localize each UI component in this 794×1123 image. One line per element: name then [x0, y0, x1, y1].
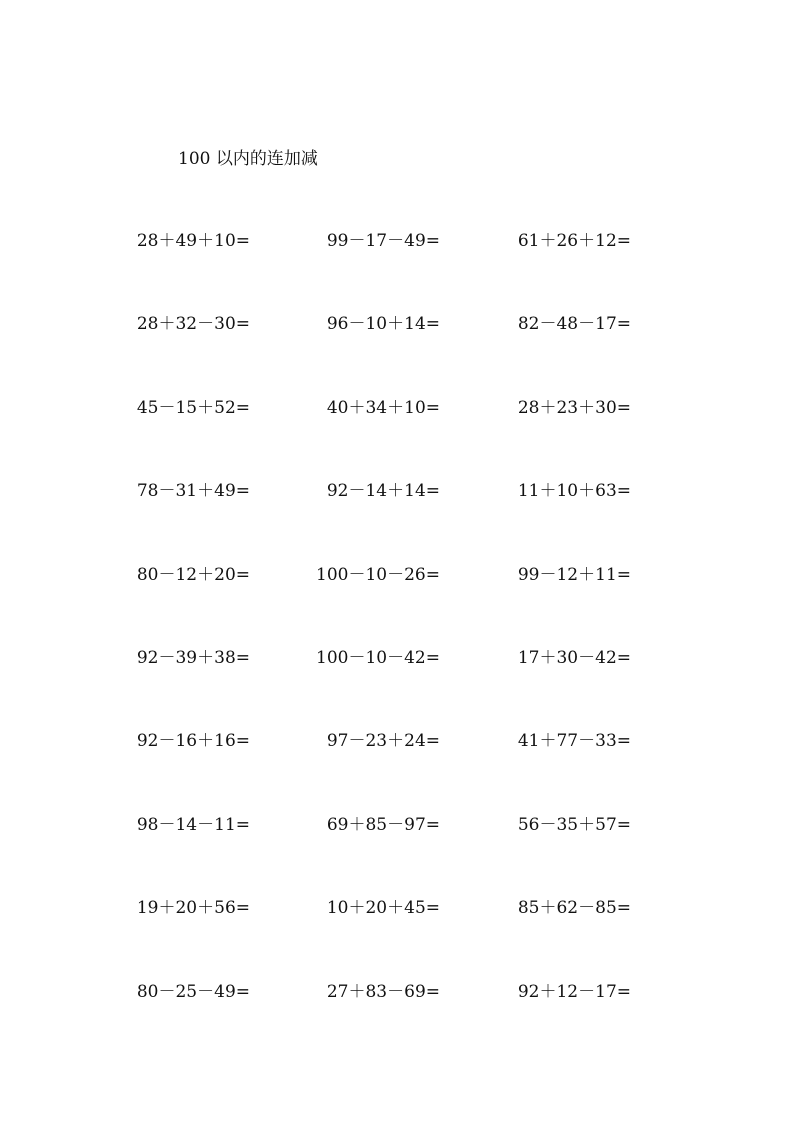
problem-item: 41＋77－33= [517, 731, 631, 752]
problem-item: 28＋32－30= [136, 314, 250, 335]
problem-row [0, 896, 794, 979]
problem-row [0, 396, 794, 479]
problem-item: 11＋10＋63= [517, 481, 631, 502]
problem-row [0, 980, 794, 1063]
page-title: 100 以内的连加减 [178, 149, 318, 169]
problem-item: 19＋20＋56= [136, 898, 250, 919]
problem-item: 97－23＋24= [326, 731, 440, 752]
problem-row [0, 729, 794, 812]
problem-item: 69＋85－97= [326, 814, 440, 835]
problem-item: 80－25－49= [136, 981, 250, 1002]
problem-item: 78－31＋49= [136, 481, 250, 502]
problem-item: 100－10－26= [316, 564, 440, 585]
problem-item: 92－39＋38= [136, 647, 250, 668]
problem-grid [0, 229, 794, 1063]
problem-item: 10＋20＋45= [326, 898, 440, 919]
problem-item: 27＋83－69= [326, 981, 440, 1002]
problem-item: 85＋62－85= [517, 898, 631, 919]
problem-item: 96－10＋14= [326, 314, 440, 335]
problem-item: 92－16＋16= [136, 731, 250, 752]
problem-item: 40＋34＋10= [326, 397, 440, 418]
problem-row [0, 813, 794, 896]
problem-row [0, 563, 794, 646]
problem-item: 99－12＋11= [517, 564, 631, 585]
problem-item: 17＋30－42= [517, 647, 631, 668]
problem-item: 61＋26＋12= [517, 231, 631, 251]
problem-item: 100－10－42= [316, 647, 440, 668]
problem-item: 92－14＋14= [326, 481, 440, 502]
problem-item: 99－17－49= [326, 231, 440, 251]
problem-row [0, 312, 794, 395]
problem-item: 82－48－17= [517, 314, 631, 335]
problem-item: 28＋23＋30= [517, 397, 631, 418]
problem-item: 80－12＋20= [136, 564, 250, 585]
problem-item: 28＋49＋10= [136, 231, 250, 251]
problem-row [0, 479, 794, 562]
problem-row [0, 229, 794, 312]
problem-item: 56－35＋57= [517, 814, 631, 835]
problem-item: 45－15＋52= [136, 397, 250, 418]
problem-row [0, 646, 794, 729]
problem-item: 98－14－11= [136, 814, 250, 835]
problem-item: 92＋12－17= [517, 981, 631, 1002]
